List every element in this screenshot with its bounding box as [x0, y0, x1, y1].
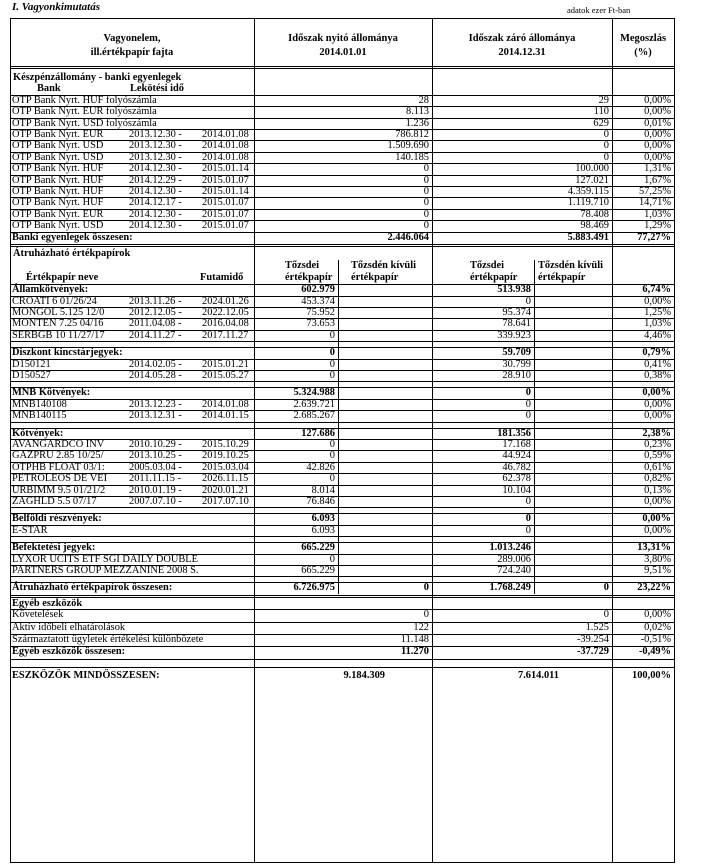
open-value: 786.812 — [395, 129, 429, 140]
maturity-to: 2017.07.10 — [202, 496, 249, 507]
security-name: LYXOR UCITS ETF SGI DAILY DOUBLE — [12, 553, 198, 565]
open-value: 140.185 — [395, 151, 429, 163]
pct-value: 57,25% — [638, 186, 671, 197]
securities-total-close-listed: 1.768.249 — [489, 582, 531, 594]
group-title: Diszkont kincstárjegyek: — [12, 347, 123, 359]
open-listed: 2.685.267 — [293, 410, 335, 422]
column-separator — [612, 18, 613, 863]
col-term: Lekötési idő — [130, 83, 184, 95]
maturity-from: 2011.04.08 - — [129, 318, 182, 330]
security-name: E-STAR — [12, 524, 48, 536]
maturity-to: 2014.01.15 — [202, 410, 249, 422]
open-listed: 0 — [329, 553, 335, 565]
open-listed: 0 — [329, 473, 335, 485]
close-value: 4.359.115 — [567, 186, 609, 197]
close-listed: 339.923 — [497, 329, 531, 341]
open-listed: 42.826 — [306, 461, 335, 473]
pct-value: 0,00% — [644, 410, 671, 422]
close-listed: 0 — [525, 410, 531, 422]
security-name: MNB140115 — [12, 410, 67, 422]
pct-value: 0,61% — [644, 461, 671, 473]
securities-total-pct: 23,22% — [637, 582, 671, 594]
header-bottom-line — [10, 66, 674, 67]
open-listed: 75.952 — [306, 307, 335, 318]
report-title: I. Vagyonkimutatás — [12, 1, 101, 13]
pct-value: 1,25% — [644, 307, 671, 318]
close-value: -39.254 — [576, 634, 609, 645]
col-listed: értékpapír — [285, 271, 333, 283]
close-listed: 289.006 — [497, 553, 531, 565]
open-listed: 0 — [329, 358, 335, 370]
open-listed: 2.639.721 — [293, 398, 335, 410]
pct-value: 0,00% — [644, 295, 671, 307]
group-pct: 2,38% — [642, 427, 671, 439]
row-line — [10, 381, 674, 382]
pct-value: 0,82% — [644, 473, 671, 485]
close-value: 1.525 — [585, 621, 609, 633]
term-to: 2015.01.07 — [202, 208, 249, 220]
sub-column-separator — [338, 260, 339, 593]
row-line — [10, 513, 674, 514]
close-listed: 0 — [525, 524, 531, 536]
open-value: 11.148 — [400, 634, 429, 645]
maturity-from: 2005.03.04 - — [129, 461, 182, 473]
bank-name: OTP Bank Nyrt. EUR — [12, 208, 104, 220]
group-title: Befektetési jegyek: — [12, 542, 96, 554]
col-bank: Bank — [37, 83, 61, 95]
security-name: ZAGHLD 5.5 07/17 — [12, 496, 97, 507]
pct-value: 1,03% — [644, 318, 671, 330]
column-separator — [432, 18, 433, 863]
security-name: URBIMM 9.5 01/21/2 — [12, 484, 106, 496]
group-title: Kötvények: — [12, 427, 64, 439]
bank-name: OTP Bank Nyrt. EUR — [12, 129, 104, 140]
pct-value: 0,00% — [644, 398, 671, 410]
pct-value: 0,59% — [644, 450, 671, 462]
cash-total-pct: 77,27% — [637, 231, 671, 243]
open-value: 8.113 — [406, 106, 429, 118]
securities-section-title: Átruházható értékpapírok — [13, 248, 131, 259]
pct-value: 0,00% — [644, 609, 671, 621]
col-otc: Tőzsdén kívüli — [538, 260, 603, 272]
close-value: 0 — [603, 151, 609, 163]
close-listed: 44.924 — [502, 450, 531, 462]
pct-value: 0,00% — [644, 151, 671, 163]
col-security-name: Értékpapír neve — [26, 271, 99, 283]
bank-name: OTP Bank Nyrt. USD folyószámla — [12, 117, 157, 129]
pct-value: 3,80% — [644, 553, 671, 565]
pct-value: 1,29% — [644, 220, 671, 232]
group-open-listed: 127.686 — [301, 427, 335, 439]
close-listed: 17.168 — [502, 439, 531, 450]
securities-total-open-otc: 0 — [423, 582, 429, 594]
close-listed: 0 — [525, 398, 531, 410]
securities-total-label: Átruházható értékpapírok összesen: — [12, 582, 173, 594]
open-listed: 0 — [329, 370, 335, 381]
maturity-to: 2015.10.29 — [202, 439, 249, 450]
maturity-from: 2013.12.23 - — [129, 398, 182, 410]
maturity-to: 2022.12.05 — [202, 307, 249, 318]
col-otc: Tőzsdén kívüli — [351, 260, 416, 272]
maturity-from: 2013.10.25 - — [129, 450, 182, 462]
col-otc: értékpapír — [351, 271, 399, 283]
term-to: 2014.01.08 — [202, 140, 249, 152]
section-line — [10, 597, 674, 598]
bank-name: OTP Bank Nyrt. USD — [12, 151, 104, 163]
group-pct: 0,00% — [642, 513, 671, 525]
close-listed: 28.910 — [502, 370, 531, 381]
col-otc: értékpapír — [538, 271, 586, 283]
other-total-pct: -0,49% — [638, 646, 671, 658]
bank-name: OTP Bank Nyrt. HUF — [12, 186, 104, 197]
open-listed: 0 — [329, 439, 335, 450]
open-value: 0 — [423, 163, 429, 175]
maturity-from: 2014.11.27 - — [129, 329, 182, 341]
other-item-name: Aktív időbeli elhatárolások — [12, 621, 126, 633]
open-listed: 76.846 — [306, 496, 335, 507]
security-name: MNB140108 — [12, 398, 67, 410]
term-to: 2015.01.07 — [202, 197, 249, 209]
pct-value: 0,00% — [644, 524, 671, 536]
row-line — [10, 387, 674, 388]
bank-name: OTP Bank Nyrt. HUF — [12, 163, 104, 175]
term-from: 2013.12.30 - — [129, 140, 182, 152]
securities-total-close-otc: 0 — [603, 582, 609, 594]
open-value: 0 — [423, 609, 429, 621]
pct-value: 0,38% — [644, 370, 671, 381]
open-listed: 6.093 — [311, 524, 335, 536]
term-from: 2014.12.30 - — [129, 163, 182, 175]
close-listed: 0 — [525, 295, 531, 307]
col-listed: értékpapír — [470, 271, 518, 283]
maturity-to: 2024.01.26 — [202, 295, 249, 307]
term-from: 2013.12.30 - — [129, 129, 182, 140]
security-name: D150121 — [12, 358, 51, 370]
open-listed: 453.374 — [301, 295, 335, 307]
term-to: 2014.01.08 — [202, 151, 249, 163]
term-from: 2014.12.30 - — [129, 208, 182, 220]
section-line — [10, 595, 674, 596]
group-title: Belföldi részvények: — [12, 513, 102, 525]
open-value: 28 — [418, 94, 429, 106]
close-value: 0 — [603, 140, 609, 152]
row-line — [10, 542, 674, 543]
pct-value: 0,41% — [644, 358, 671, 370]
header-col-1: Vagyonelem, ill.értékpapír fajta — [90, 33, 174, 58]
row-line — [10, 536, 674, 537]
col-listed: Tőzsdei — [285, 260, 320, 272]
close-listed: 95.374 — [502, 307, 531, 318]
maturity-from: 2011.11.15 - — [129, 473, 182, 485]
group-close-listed: 0 — [525, 513, 531, 525]
close-listed: 724.240 — [497, 565, 531, 576]
close-value: 110 — [593, 106, 609, 118]
grand-total-label: ESZKÖZÖK MINDÖSSZESEN: — [12, 669, 160, 681]
open-value: 0 — [423, 174, 429, 186]
open-value: 1.236 — [405, 117, 429, 129]
term-to: 2014.01.08 — [202, 129, 249, 140]
maturity-to: 2019.10.25 — [202, 450, 249, 462]
security-name: AVANGARDCO INV — [12, 439, 105, 450]
security-name: D150527 — [12, 370, 51, 381]
security-name: MONGOL 5.125 12/0 — [12, 307, 105, 318]
bank-name: OTP Bank Nyrt. USD — [12, 220, 104, 232]
other-item-name: Követelések — [12, 609, 64, 621]
maturity-from: 2014.05.28 - — [129, 370, 182, 381]
security-name: MONTEN 7.25 04/16 — [12, 318, 104, 330]
close-value: 0 — [603, 609, 609, 621]
security-name: SERBGB 10 11/27/17 — [12, 329, 105, 341]
group-title: Államkötvények: — [12, 284, 89, 296]
group-open-listed: 602.979 — [301, 284, 335, 296]
close-listed: 78.641 — [502, 318, 531, 330]
maturity-from: 2013.11.26 - — [129, 295, 182, 307]
cash-section-title: Készpénzállomány - banki egyenlegek — [13, 72, 182, 83]
close-value: 127.021 — [575, 174, 609, 186]
pct-value: -0,51% — [640, 634, 671, 645]
term-to: 2015.01.14 — [202, 186, 249, 197]
row-line — [10, 422, 674, 423]
group-pct: 13,31% — [637, 542, 671, 554]
bank-name: OTP Bank Nyrt. EUR folyószámla — [12, 106, 157, 118]
maturity-from: 2012.12.05 - — [129, 307, 182, 318]
security-name: GAZPRU 2.85 10/25/ — [12, 450, 104, 462]
group-pct: 0,79% — [642, 347, 671, 359]
maturity-from: 2014.02.05 - — [129, 358, 182, 370]
open-listed: 8.014 — [311, 484, 335, 496]
maturity-from: 2013.12.31 - — [129, 410, 182, 422]
term-to: 2015.01.07 — [202, 174, 249, 186]
close-value: 98.469 — [580, 220, 609, 232]
pct-value: 14,71% — [638, 197, 671, 209]
close-listed: 46.782 — [502, 461, 531, 473]
maturity-from: 2010.01.19 - — [129, 484, 182, 496]
close-value: 78.408 — [580, 208, 609, 220]
bank-name: OTP Bank Nyrt. HUF folyószámla — [12, 94, 157, 106]
maturity-from: 2007.07.10 - — [129, 496, 182, 507]
other-total-close: -37.729 — [576, 646, 609, 658]
security-name: OTPHB FLOAT 03/1: — [12, 461, 105, 473]
row-line — [10, 341, 674, 342]
open-value: 122 — [413, 621, 429, 633]
row-line — [10, 576, 674, 577]
group-open-listed: 665.229 — [301, 542, 335, 554]
pct-value: 0,02% — [644, 621, 671, 633]
open-value: 0 — [423, 220, 429, 232]
pct-value: 4,46% — [644, 329, 671, 341]
header-col-4: Megoszlás (%) — [619, 33, 667, 58]
maturity-to: 2016.04.08 — [202, 318, 249, 330]
group-close-listed: 0 — [525, 387, 531, 399]
pct-value: 0,01% — [644, 117, 671, 129]
sub-column-separator — [534, 260, 535, 593]
header-col-2: Időszak nyitó állománya 2014.01.01 — [288, 33, 398, 58]
maturity-to: 2015.01.21 — [202, 358, 249, 370]
pct-value: 0,00% — [644, 94, 671, 106]
cash-total-close: 5.883.491 — [567, 231, 609, 243]
open-value: 1.509.690 — [387, 140, 429, 152]
section-line — [10, 246, 674, 247]
open-value: 0 — [423, 186, 429, 197]
term-to: 2015.01.07 — [202, 220, 249, 232]
maturity-to: 2017.11.27 — [202, 329, 249, 341]
close-value: 29 — [598, 94, 609, 106]
maturity-to: 2026.11.15 — [202, 473, 249, 485]
open-listed: 0 — [329, 329, 335, 341]
maturity-to: 2020.01.21 — [202, 484, 249, 496]
row-line — [10, 507, 674, 508]
pct-value: 1,31% — [644, 163, 671, 175]
bank-name: OTP Bank Nyrt. USD — [12, 140, 104, 152]
group-pct: 6,74% — [642, 284, 671, 296]
group-close-listed: 1.013.246 — [489, 542, 531, 554]
open-value: 0 — [423, 197, 429, 209]
group-close-listed: 181.356 — [497, 427, 531, 439]
term-to: 2015.01.14 — [202, 163, 249, 175]
close-listed: 30.799 — [502, 358, 531, 370]
pct-value: 9,51% — [644, 565, 671, 576]
pct-value: 1,03% — [644, 208, 671, 220]
group-title: MNB Kötvények: — [12, 387, 91, 399]
section-line — [10, 667, 674, 668]
other-total-open: 11.270 — [400, 646, 429, 658]
group-close-listed: 59.709 — [502, 347, 531, 359]
cash-total-label: Banki egyenlegek összesen: — [12, 231, 133, 243]
maturity-from: 2010.10.29 - — [129, 439, 182, 450]
maturity-to: 2014.01.08 — [202, 398, 249, 410]
other-total-label: Egyéb eszközök összesen: — [12, 646, 126, 658]
bank-name: OTP Bank Nyrt. HUF — [12, 197, 104, 209]
term-from: 2014.12.30 - — [129, 186, 182, 197]
group-open-listed: 6.093 — [311, 513, 335, 525]
open-listed: 73.653 — [306, 318, 335, 330]
pct-value: 0,23% — [644, 439, 671, 450]
close-listed: 0 — [525, 496, 531, 507]
header-bottom-line — [10, 68, 674, 69]
open-value: 0 — [423, 208, 429, 220]
term-from: 2013.12.30 - — [129, 151, 182, 163]
col-maturity: Futamidő — [200, 271, 244, 283]
cash-total-open: 2.446.064 — [387, 231, 429, 243]
term-from: 2014.12.17 - — [129, 197, 182, 209]
pct-value: 0,00% — [644, 129, 671, 140]
row-line — [10, 284, 674, 285]
header-col-3: Időszak záró állománya 2014.12.31 — [468, 33, 576, 58]
maturity-to: 2015.05.27 — [202, 370, 249, 381]
pct-value: 0,00% — [644, 106, 671, 118]
other-item-name: Származtatott ügyletek értékelési különbözete — [12, 634, 204, 645]
units-note: adatok ezer Ft-ban — [567, 5, 631, 15]
row-line — [10, 428, 674, 429]
open-listed: 665.229 — [301, 565, 335, 576]
close-listed: 62.378 — [502, 473, 531, 485]
grand-total-pct: 100,00% — [632, 669, 671, 681]
bank-name: OTP Bank Nyrt. HUF — [12, 174, 104, 186]
securities-total-open-listed: 6.726.975 — [293, 582, 335, 594]
pct-value: 0,00% — [644, 496, 671, 507]
grand-total-open: 9.184.309 — [343, 669, 385, 681]
term-from: 2014.12.29 - — [129, 174, 182, 186]
pct-value: 0,00% — [644, 140, 671, 152]
close-listed: 10.104 — [502, 484, 531, 496]
term-from: 2014.12.30 - — [129, 220, 182, 232]
security-name: CROATI 6 01/26/24 — [12, 295, 97, 307]
pct-value: 0,13% — [644, 484, 671, 496]
close-value: 1.119.710 — [567, 197, 609, 209]
security-name: PARTNERS GROUP MEZZANINE 2008 S. — [12, 565, 199, 576]
maturity-to: 2015.03.04 — [202, 461, 249, 473]
section-line — [10, 659, 674, 660]
security-name: PETROLEOS DE VEI — [12, 473, 108, 485]
group-close-listed: 513.938 — [497, 284, 531, 296]
col-listed: Tőzsdei — [470, 260, 505, 272]
other-section-title: Egyéb eszközök — [12, 597, 83, 609]
group-open-listed: 5.324.988 — [293, 387, 335, 399]
close-value: 629 — [593, 117, 609, 129]
group-open-listed: 0 — [329, 347, 335, 359]
grand-total-close: 7.614.011 — [518, 669, 559, 681]
group-pct: 0,00% — [642, 387, 671, 399]
section-line — [10, 244, 674, 245]
close-value: 0 — [603, 129, 609, 140]
close-value: 100.000 — [575, 163, 609, 175]
open-listed: 0 — [329, 450, 335, 462]
pct-value: 1,67% — [644, 174, 671, 186]
